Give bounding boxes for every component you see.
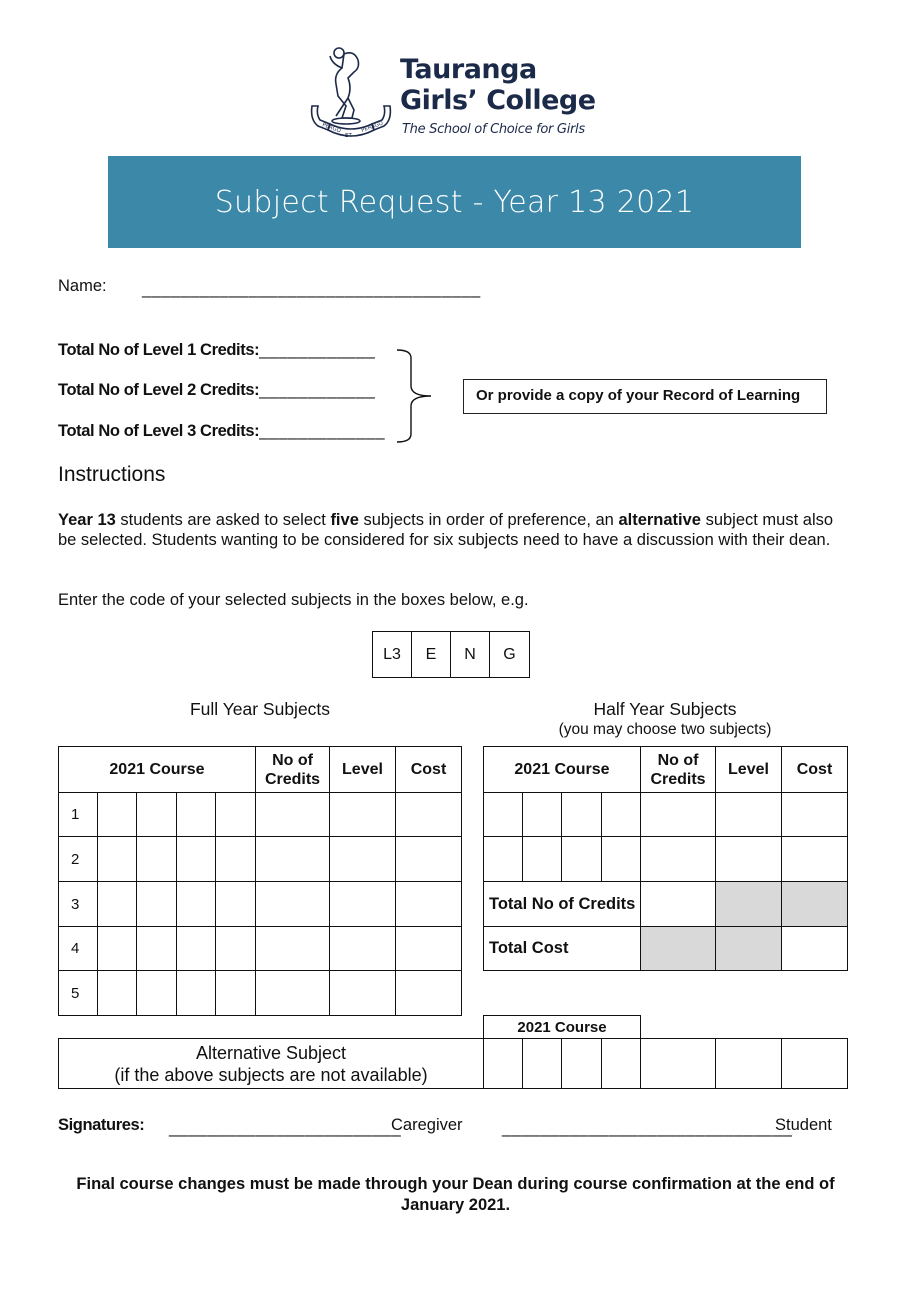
fy-code-box[interactable] (176, 836, 216, 882)
student-label: Student (775, 1116, 832, 1134)
alt-code-box[interactable] (561, 1038, 602, 1089)
fy-code-box[interactable] (97, 970, 137, 1016)
hy-header-course: 2021 Course (483, 746, 641, 793)
record-of-learning-note: Or provide a copy of your Record of Learning (463, 379, 827, 414)
level3-credits-field[interactable]: _____________ (259, 422, 385, 440)
name-label: Name: (58, 277, 107, 295)
svg-text:PERGO: PERGO (321, 122, 342, 135)
total-credits-field[interactable] (640, 881, 716, 927)
fy-code-box[interactable] (97, 836, 137, 882)
fy-code-box[interactable] (176, 881, 216, 927)
hy-header-cost: Cost (781, 746, 848, 793)
fy-level-cell[interactable] (329, 926, 396, 971)
fy-level-cell[interactable] (329, 792, 396, 837)
fy-header-credits: No of Credits (255, 746, 330, 793)
emphasis-alternative: alternative (618, 511, 701, 529)
half-year-title: Half Year Subjects (593, 699, 737, 719)
hy-cost-cell[interactable] (781, 792, 848, 837)
hy-credits-cell[interactable] (640, 792, 716, 837)
full-year-title: Full Year Subjects (189, 699, 331, 719)
alt-code-box[interactable] (522, 1038, 562, 1089)
alt-code-box[interactable] (483, 1038, 523, 1089)
instr-text-2: subjects in order of preference, an (358, 511, 619, 529)
example-code-box: G (503, 645, 516, 663)
title-banner (108, 156, 801, 248)
name-field[interactable]: ___________________________________ (142, 280, 481, 298)
svg-text:ET: ET (345, 133, 352, 139)
hy-code-box[interactable] (483, 792, 523, 837)
fy-row-number: 4 (58, 926, 98, 971)
alt-label-line2: (if the above subjects are not available) (114, 1064, 428, 1085)
fy-level-cell[interactable] (329, 881, 396, 927)
fy-code-box[interactable] (176, 926, 216, 971)
fy-header-course: 2021 Course (58, 746, 256, 793)
hy-code-box[interactable] (522, 836, 562, 882)
fy-row-number: 1 (58, 792, 98, 837)
hy-code-box[interactable] (601, 792, 641, 837)
fy-cost-cell[interactable] (395, 836, 462, 882)
total-cost-label: Total Cost (483, 926, 641, 971)
fy-cost-cell[interactable] (395, 926, 462, 971)
hy-code-box[interactable] (561, 836, 602, 882)
hy-code-box[interactable] (522, 792, 562, 837)
svg-text:PERAGO: PERAGO (360, 120, 384, 134)
fy-cost-cell[interactable] (395, 792, 462, 837)
fy-row-number: 3 (58, 881, 98, 927)
level3-credits-row (58, 421, 385, 441)
total-cost-field[interactable] (781, 926, 848, 971)
page-title: Subject Request - Year 13 2021 (214, 184, 695, 220)
hy-credits-cell[interactable] (640, 836, 716, 882)
level2-credits-row (58, 380, 375, 400)
fy-cost-cell[interactable] (395, 881, 462, 927)
example-code-box: N (451, 632, 490, 677)
shaded-cell (715, 881, 782, 927)
alt-code-box[interactable] (601, 1038, 641, 1089)
fy-code-box[interactable] (136, 881, 177, 927)
code-instruction: Enter the code of your selected subjects in the boxes below, e.g. (58, 591, 529, 609)
signatures-label: Signatures: (58, 1116, 145, 1134)
fy-credits-cell[interactable] (255, 792, 330, 837)
half-year-subtitle: (you may choose two subjects) (558, 721, 772, 738)
hy-header-credits: No of Credits (640, 746, 716, 793)
level1-credits-label: Total No of Level 1 Credits: (58, 341, 260, 359)
alt-subject-label (58, 1038, 484, 1089)
final-course-changes-note: Final course changes must be made through your Dean during course confirmation at the end of January 2021. (76, 1175, 835, 1214)
fy-credits-cell[interactable] (255, 881, 330, 927)
fy-code-box[interactable] (97, 926, 137, 971)
fy-code-box[interactable] (176, 792, 216, 837)
hy-level-cell[interactable] (715, 792, 782, 837)
alt-header-course: 2021 Course (483, 1015, 641, 1039)
total-credits-label: Total No of Credits (483, 881, 641, 927)
fy-level-cell[interactable] (329, 970, 396, 1016)
fy-code-box[interactable] (136, 970, 177, 1016)
school-name-line1: Tauranga (400, 54, 537, 85)
hy-cost-cell[interactable] (781, 836, 848, 882)
level2-credits-label: Total No of Level 2 Credits: (58, 381, 260, 399)
alt-label-line1: Alternative Subject (195, 1042, 347, 1063)
school-name (400, 54, 596, 116)
fy-code-box[interactable] (215, 881, 256, 927)
alt-cost-cell[interactable] (781, 1038, 848, 1089)
caregiver-signature-field[interactable]: ________________________ (169, 1119, 402, 1137)
emphasis-year: Year 13 (58, 511, 116, 529)
fy-code-box[interactable] (97, 792, 137, 837)
school-crest-logo (308, 44, 394, 148)
fy-code-box[interactable] (176, 970, 216, 1016)
instr-text-1: students are asked to select (115, 511, 331, 529)
fy-code-box[interactable] (97, 881, 137, 927)
level3-credits-label: Total No of Level 3 Credits: (58, 422, 260, 440)
hy-header-level: Level (715, 746, 782, 793)
shaded-cell (715, 926, 782, 971)
fy-credits-cell[interactable] (255, 970, 330, 1016)
example-code-box: L3 (373, 632, 412, 677)
fy-code-box[interactable] (136, 792, 177, 837)
fy-level-cell[interactable] (329, 836, 396, 882)
alt-credits-cell[interactable] (640, 1038, 716, 1089)
hy-level-cell[interactable] (715, 836, 782, 882)
school-name-line2: Girls’ College (400, 85, 596, 116)
fy-code-box[interactable] (215, 792, 256, 837)
emphasis-five: five (330, 511, 359, 529)
fy-header-level: Level (329, 746, 396, 793)
shaded-cell (640, 926, 716, 971)
fy-credits-cell[interactable] (255, 926, 330, 971)
instructions-paragraph (58, 510, 853, 550)
fy-code-box[interactable] (215, 926, 256, 971)
level1-credits-row (58, 340, 375, 360)
discus-thrower-icon (308, 44, 394, 148)
fy-credits-cell[interactable] (255, 836, 330, 882)
fy-code-box[interactable] (215, 836, 256, 882)
school-tagline: The School of Choice for Girls (402, 122, 585, 137)
alt-level-cell[interactable] (715, 1038, 782, 1089)
shaded-cell (781, 881, 848, 927)
example-code-boxes (372, 631, 530, 678)
fy-row-number: 2 (58, 836, 98, 882)
student-signature-field[interactable]: ______________________________ (502, 1119, 793, 1137)
fy-code-box[interactable] (136, 926, 177, 971)
level2-credits-field[interactable]: ____________ (259, 381, 376, 399)
fy-header-cost: Cost (395, 746, 462, 793)
fy-code-box[interactable] (136, 836, 177, 882)
level1-credits-field[interactable]: ____________ (259, 341, 376, 359)
hy-code-box[interactable] (561, 792, 602, 837)
fy-row-number: 5 (58, 970, 98, 1016)
fy-cost-cell[interactable] (395, 970, 462, 1016)
right-brace-icon (395, 348, 435, 449)
caregiver-label: Caregiver (391, 1116, 463, 1134)
instructions-heading: Instructions (58, 463, 166, 486)
fy-code-box[interactable] (215, 970, 256, 1016)
instr-text-3: subject must also be selected. Students wanting to be considered for six subjects need to have a discussion with their dean. (58, 511, 834, 549)
example-code-box: E (412, 632, 451, 677)
hy-code-box[interactable] (483, 836, 523, 882)
hy-code-box[interactable] (601, 836, 641, 882)
